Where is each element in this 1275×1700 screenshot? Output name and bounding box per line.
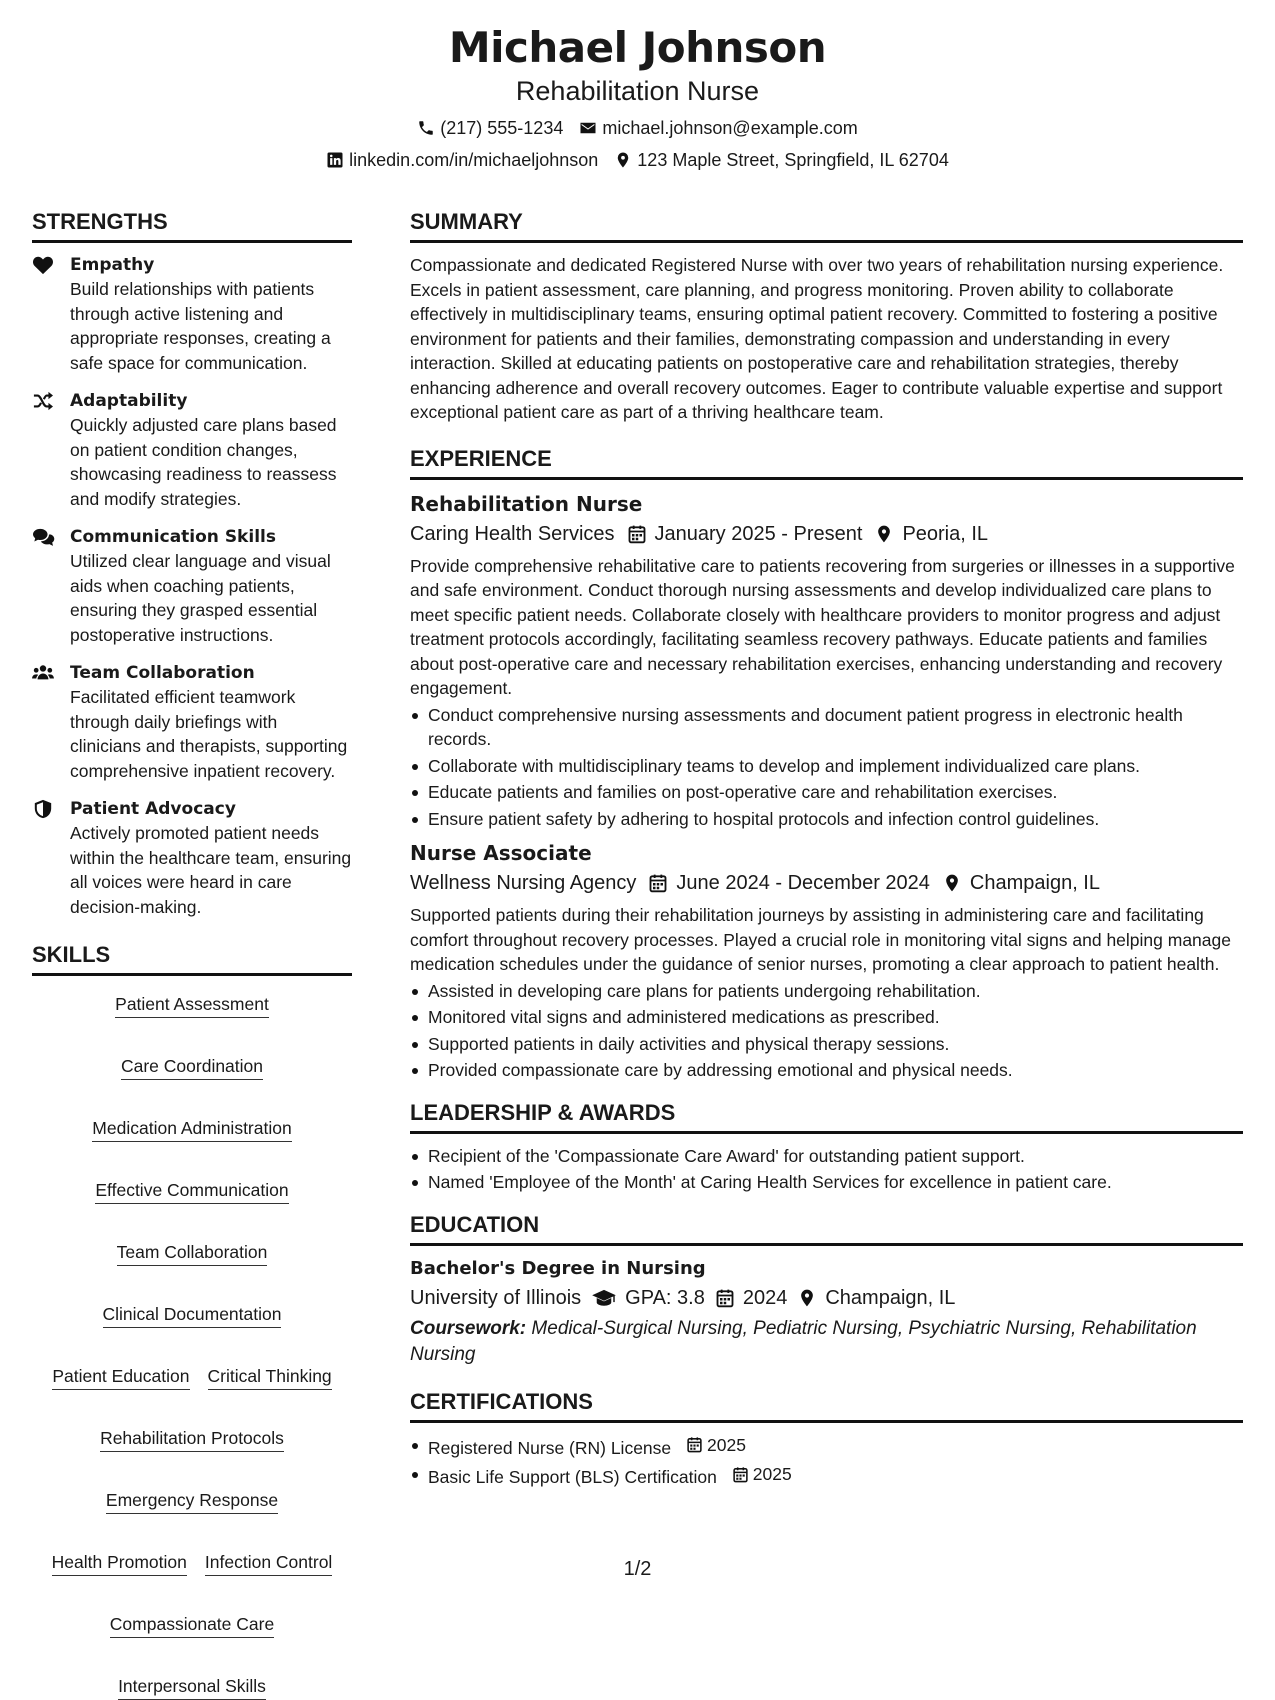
job-bullet: Collaborate with multidisciplinary teams to develop and implement individualized care plans. (410, 754, 1243, 779)
job-bullet: Provided compassionate care by addressing emotional and physical needs. (410, 1058, 1243, 1083)
calendar-icon (648, 873, 668, 893)
job-entry (410, 839, 1243, 1083)
job-description: Supported patients during their rehabilitation journeys by assisting in administering care and facilitating comfort throughout recovery processes. Played a crucial role in monitoring vital signs and helping manage medication schedules under the guidance of senior nurses, promoting a clear approach to patient health. (410, 905, 1231, 974)
linkedin-text: linkedin.com/in/michaeljohnson (349, 150, 599, 170)
job-bullet: Conduct comprehensive nursing assessments and document patient progress in electronic health records. (410, 703, 1243, 752)
certification-item (410, 1433, 1243, 1460)
education-location (797, 1284, 955, 1312)
graduation-cap-icon (591, 1288, 617, 1308)
job-location-text: Peoria, IL (902, 522, 989, 545)
skill-tag: Effective Communication (95, 1178, 288, 1204)
strength-item (32, 389, 352, 511)
strength-item (32, 797, 352, 919)
calendar-icon (627, 524, 647, 544)
candidate-title: Rehabilitation Nurse (515, 76, 760, 106)
education-location-text: Champaign, IL (825, 1286, 956, 1309)
resume-header (0, 22, 1275, 172)
skill-tag: Medication Administration (92, 1116, 291, 1142)
strength-item (32, 525, 352, 647)
certifications-heading: CERTIFICATIONS (410, 1388, 1243, 1423)
skill-tag: Critical Thinking (208, 1364, 332, 1390)
job-company: Caring Health Services (410, 522, 615, 545)
skill-tag: Compassionate Care (110, 1612, 274, 1638)
skill-tag: Team Collaboration (117, 1240, 268, 1266)
graduation-year (715, 1284, 788, 1312)
certification-year: 2025 (752, 1463, 792, 1484)
shuffle-icon (32, 391, 54, 411)
gpa-text: GPA: 3.8 (625, 1286, 705, 1309)
left-column (32, 208, 352, 1700)
contact-row-1 (0, 116, 1275, 140)
phone-text: (217) 555-1234 (440, 118, 564, 138)
summary-heading: SUMMARY (410, 208, 1243, 243)
job-description: Provide comprehensive rehabilitative care to patients recovering from surgeries or illnesses in a supportive and safe environment. Conduct thorough nursing assessments and develop individualized care plans to meet specific patient needs. Collaborate closely with healthcare providers to monitor progress and adjust treatment protocols accordingly, facilitating seamless recovery pathways. Educate patients and families about post-operative care and necessary rehabilitation exercises, enhancing understanding and recovery engagement. (410, 555, 1235, 698)
calendar-icon (686, 1436, 703, 1453)
calendar-icon (715, 1288, 735, 1308)
email-contact[interactable] (579, 116, 857, 140)
address-text: 123 Maple Street, Springfield, IL 62704 (637, 150, 949, 170)
strengths-heading: STRENGTHS (32, 208, 352, 243)
certification-year: 2025 (707, 1434, 746, 1455)
linkedin-contact[interactable] (326, 148, 598, 172)
skill-tag: Infection Control (205, 1550, 332, 1576)
strength-desc: Build relationships with patients through active listening and appropriate responses, creating a safe space for communication. (70, 279, 331, 373)
skill-tag: Clinical Documentation (103, 1302, 282, 1328)
users-icon (32, 663, 54, 683)
school-name: University of Illinois (410, 1286, 582, 1309)
gpa (591, 1284, 705, 1312)
job-location (942, 869, 1100, 897)
map-marker-icon (942, 873, 962, 893)
skill-tag: Interpersonal Skills (118, 1674, 266, 1700)
job-bullet: Assisted in developing care plans for patients undergoing rehabilitation. (410, 979, 1243, 1004)
comments-icon (32, 527, 54, 547)
job-title: Nurse Associate (410, 841, 592, 865)
experience-heading: EXPERIENCE (410, 445, 1243, 480)
strength-title: Patient Advocacy (70, 799, 236, 819)
education-meta (410, 1284, 1243, 1312)
skill-tag: Patient Education (52, 1364, 189, 1390)
job-dates-text: January 2025 - Present (654, 522, 863, 545)
certification-date (686, 1433, 746, 1458)
graduation-year-text: 2024 (742, 1286, 788, 1309)
coursework-text: Medical-Surgical Nursing, Pediatric Nursing, Psychiatric Nursing, Rehabilitation Nursing (410, 1317, 1197, 1365)
strength-title: Adaptability (70, 391, 188, 411)
certification-item (410, 1462, 1243, 1489)
map-marker-icon (614, 151, 632, 169)
leadership-list (410, 1144, 1243, 1195)
strength-item (32, 253, 352, 375)
job-location-text: Champaign, IL (969, 872, 1100, 894)
strength-desc: Facilitated efficient teamwork through daily briefings with clinicians and therapists, supporting comprehensive inpatient recovery. (70, 687, 348, 781)
job-entry (410, 490, 1243, 832)
job-bullet: Educate patients and families on post-operative care and rehabilitation exercises. (410, 780, 1243, 805)
strength-desc: Utilized clear language and visual aids when coaching patients, ensuring they grasped essential postoperative instructions. (70, 551, 331, 645)
phone-contact[interactable] (417, 116, 563, 140)
job-title: Rehabilitation Nurse (410, 491, 643, 516)
skills-list (32, 986, 352, 1700)
skills-heading: SKILLS (32, 941, 352, 976)
job-bullets (410, 979, 1243, 1083)
address-contact (614, 148, 949, 172)
strength-title: Empathy (70, 255, 155, 275)
skill-tag: Emergency Response (106, 1488, 278, 1514)
email-text: michael.johnson@example.com (602, 118, 858, 138)
job-bullets (410, 703, 1243, 832)
phone-icon (417, 119, 435, 137)
leadership-heading: LEADERSHIP & AWARDS (410, 1099, 1243, 1134)
certifications-list (410, 1433, 1243, 1490)
strength-title: Team Collaboration (70, 663, 255, 683)
education-heading: EDUCATION (410, 1211, 1243, 1246)
job-bullet: Monitored vital signs and administered medications as prescribed. (410, 1005, 1243, 1030)
award-item: Recipient of the 'Compassionate Care Award' for outstanding patient support. (410, 1144, 1243, 1169)
coursework (410, 1316, 1243, 1368)
strength-desc: Quickly adjusted care plans based on patient condition changes, showcasing readiness to reassess and modify strategies. (70, 415, 337, 509)
calendar-icon (732, 1466, 749, 1483)
contact-row-2 (0, 148, 1275, 172)
job-location (874, 520, 988, 548)
strength-title: Communication Skills (70, 527, 276, 547)
envelope-icon (579, 119, 597, 137)
job-meta (410, 869, 1243, 897)
strength-item (32, 661, 352, 783)
job-meta (410, 520, 1243, 548)
skill-tag: Care Coordination (121, 1054, 263, 1080)
page-number: 1/2 (623, 1558, 652, 1580)
skill-tag: Patient Assessment (115, 992, 269, 1018)
job-dates (648, 869, 930, 897)
certification-name: Basic Life Support (BLS) Certification (428, 1466, 717, 1487)
map-marker-icon (874, 524, 894, 544)
award-item: Named 'Employee of the Month' at Caring Health Services for excellence in patient care. (410, 1170, 1243, 1195)
job-dates (627, 520, 863, 548)
coursework-label: Coursework: (410, 1317, 527, 1339)
job-dates-text: June 2024 - December 2024 (676, 872, 930, 894)
certification-date (732, 1462, 792, 1487)
heart-icon (32, 255, 54, 275)
degree-title: Bachelor's Degree in Nursing (410, 1257, 706, 1279)
linkedin-icon (326, 151, 344, 169)
job-bullet: Supported patients in daily activities and physical therapy sessions. (410, 1032, 1243, 1057)
candidate-name: Michael Johnson (448, 23, 827, 72)
right-column (410, 208, 1243, 1491)
skill-tag: Rehabilitation Protocols (100, 1426, 284, 1452)
certification-name: Registered Nurse (RN) License (428, 1437, 672, 1458)
summary-text: Compassionate and dedicated Registered Nurse with over two years of rehabilitation nursing experience. Excels in patient assessment, care planning, and progress monitoring. Proven ability to collaborate effectively in multidisciplinary teams, ensuring optimal patient recovery. Committed to fostering a positive environment for patients and their families, demonstrating compassion and understanding in every interaction. Skilled at educating patients on postoperative care and rehabilitation strategies, thereby enhancing adherence and overall recovery outcomes. Eager to contribute valuable expertise and support exceptional patient care as part of a thriving healthcare team. (410, 255, 1224, 422)
skill-tag: Health Promotion (52, 1550, 187, 1576)
job-company: Wellness Nursing Agency (410, 872, 637, 894)
strength-desc: Actively promoted patient needs within the healthcare team, ensuring all voices were heard in care decision-making. (70, 823, 352, 917)
map-marker-icon (797, 1288, 817, 1308)
shield-icon (32, 799, 54, 819)
job-bullet: Ensure patient safety by adhering to hospital protocols and infection control guidelines. (410, 807, 1243, 832)
